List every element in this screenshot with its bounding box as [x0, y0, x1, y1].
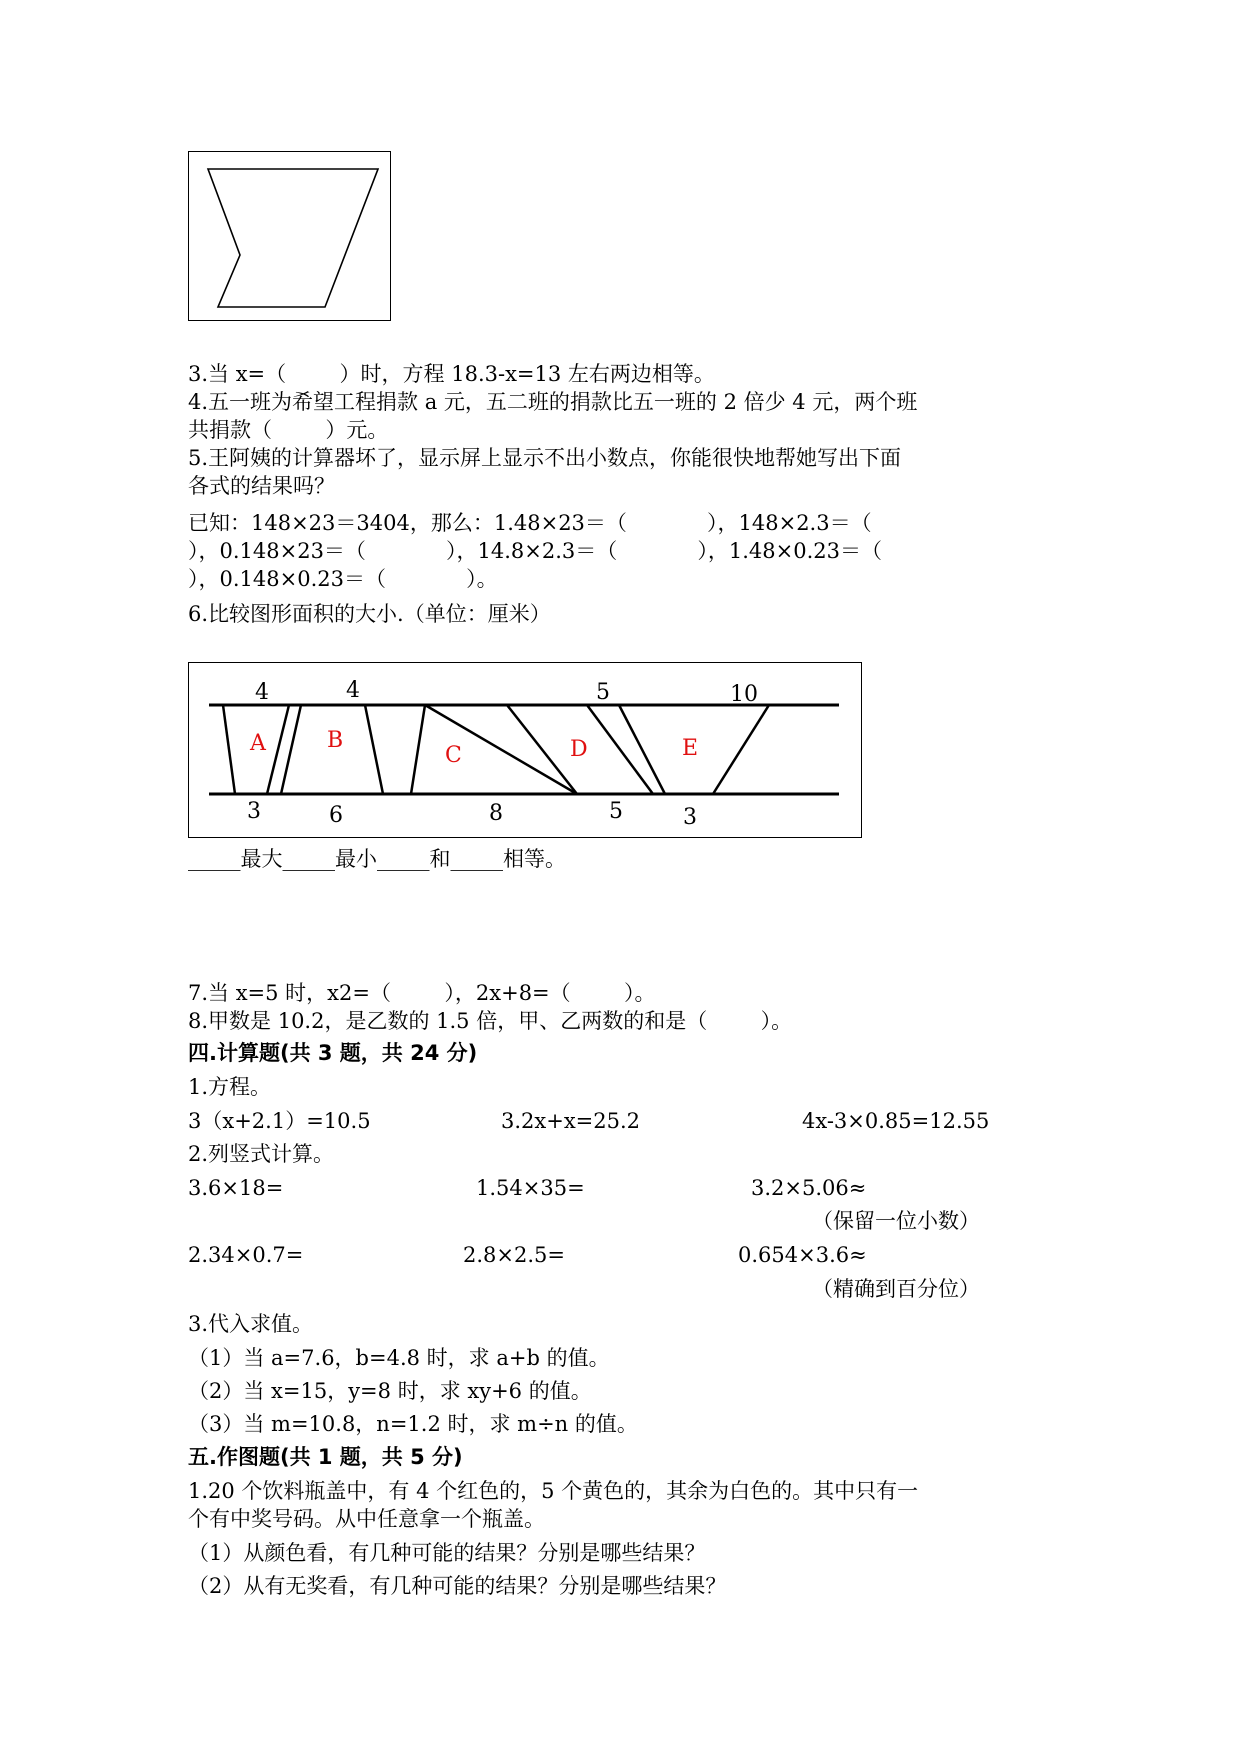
sec4-q1-title: 1.方程。 — [188, 1075, 272, 1099]
question-5-line-1: 5.王阿姨的计算器坏了，显示屏上显示不出小数点，你能很快地帮她写出下面 — [188, 446, 902, 470]
shape-label-b: B — [327, 728, 344, 753]
vertical-calc-1: 3.6×18= — [188, 1176, 284, 1200]
equation-2: 3.2x+x=25.2 — [501, 1109, 641, 1133]
question-8: 8.甲数是 10.2，是乙数的 1.5 倍，甲、乙两数的和是（ ）。 — [188, 1009, 793, 1033]
sec5-q1-sub-1: （1）从颜色看，有几种可能的结果？分别是哪些结果？ — [188, 1541, 706, 1565]
question-4-line-2: 共捐款（ ）元。 — [188, 418, 389, 442]
question-6: 6.比较图形面积的大小.（单位：厘米） — [188, 602, 551, 626]
question-5-line-2: 各式的结果吗？ — [188, 474, 335, 498]
vertical-calc-6: 0.654×3.6≈ — [738, 1243, 867, 1267]
shape-label-e: E — [682, 736, 699, 761]
note-round-one-decimal: （保留一位小数） — [812, 1209, 980, 1233]
sec5-q1-sub-2: （2）从有无奖看，有几种可能的结果？分别是哪些结果？ — [188, 1574, 727, 1598]
question-3: 3.当 x=（ ）时，方程 18.3-x=13 左右两边相等。 — [188, 362, 715, 386]
sec4-q3-item-2: （2）当 x=15，y=8 时，求 xy+6 的值。 — [188, 1379, 592, 1403]
question-7: 7.当 x=5 时，x2=（ ），2x+8=（ ）。 — [188, 981, 656, 1005]
bottom-label-b: 6 — [329, 803, 343, 828]
bottom-label-c: 8 — [489, 801, 503, 826]
bottom-label-e: 3 — [683, 805, 697, 830]
question-5-line-4: ），0.148×23＝（ ），14.8×2.3＝（ ），1.48×0.23＝（ — [188, 539, 883, 563]
equation-1: 3（x+2.1）=10.5 — [188, 1109, 371, 1133]
vertical-calc-5: 2.8×2.5= — [463, 1243, 565, 1267]
shape-d-left — [507, 705, 577, 794]
sec4-q3-item-1: （1）当 a=7.6，b=4.8 时，求 a+b 的值。 — [188, 1346, 610, 1370]
section-5-title: 五.作图题(共 1 题，共 5 分) — [188, 1445, 463, 1469]
shape-label-d: D — [570, 737, 588, 762]
figure-1-polygon — [208, 169, 378, 307]
vertical-calc-3: 3.2×5.06≈ — [751, 1176, 867, 1200]
question-5-line-5: ），0.148×0.23＝（ ）。 — [188, 567, 498, 591]
figure-area-comparison — [188, 662, 862, 838]
figure-shape-1 — [188, 151, 391, 321]
question-4-line-1: 4.五一班为希望工程捐款 a 元，五二班的捐款比五一班的 2 倍少 4 元，两个班 — [188, 390, 918, 414]
equation-3: 4x-3×0.85=12.55 — [802, 1109, 990, 1133]
top-label-d: 5 — [596, 680, 610, 705]
shape-b-right — [365, 705, 383, 794]
bottom-label-d: 5 — [609, 799, 623, 824]
shape-label-a: A — [250, 731, 266, 756]
shape-a-right — [267, 705, 289, 794]
top-label-e: 10 — [730, 682, 758, 707]
question-6-answer: _____最大_____最小_____和_____相等。 — [188, 847, 566, 871]
shape-a — [223, 705, 235, 794]
vertical-calc-2: 1.54×35= — [476, 1176, 585, 1200]
section-4-title: 四.计算题(共 3 题，共 24 分) — [188, 1041, 478, 1065]
shape-b-left — [281, 705, 301, 794]
shape-e-right — [713, 705, 769, 794]
top-label-b: 4 — [346, 678, 360, 703]
shape-c — [411, 705, 425, 794]
sec4-q3-title: 3.代入求值。 — [188, 1312, 314, 1336]
vertical-calc-4: 2.34×0.7= — [188, 1243, 304, 1267]
bottom-label-a: 3 — [247, 799, 261, 824]
top-label-a: 4 — [255, 680, 269, 705]
note-round-hundredths: （精确到百分位） — [812, 1277, 980, 1301]
sec4-q3-item-3: （3）当 m=10.8，n=1.2 时，求 m÷n 的值。 — [188, 1412, 638, 1436]
question-5-line-3: 已知：148×23＝3404，那么：1.48×23＝（ ），148×2.3＝（ — [188, 511, 872, 535]
sec5-q1-line-2: 个有中奖号码。从中任意拿一个瓶盖。 — [188, 1507, 545, 1531]
sec4-q2-title: 2.列竖式计算。 — [188, 1142, 335, 1166]
sec5-q1-line-1: 1.20 个饮料瓶盖中，有 4 个红色的，5 个黄色的，其余为白色的。其中只有一 — [188, 1479, 919, 1503]
shape-label-c: C — [445, 743, 462, 768]
